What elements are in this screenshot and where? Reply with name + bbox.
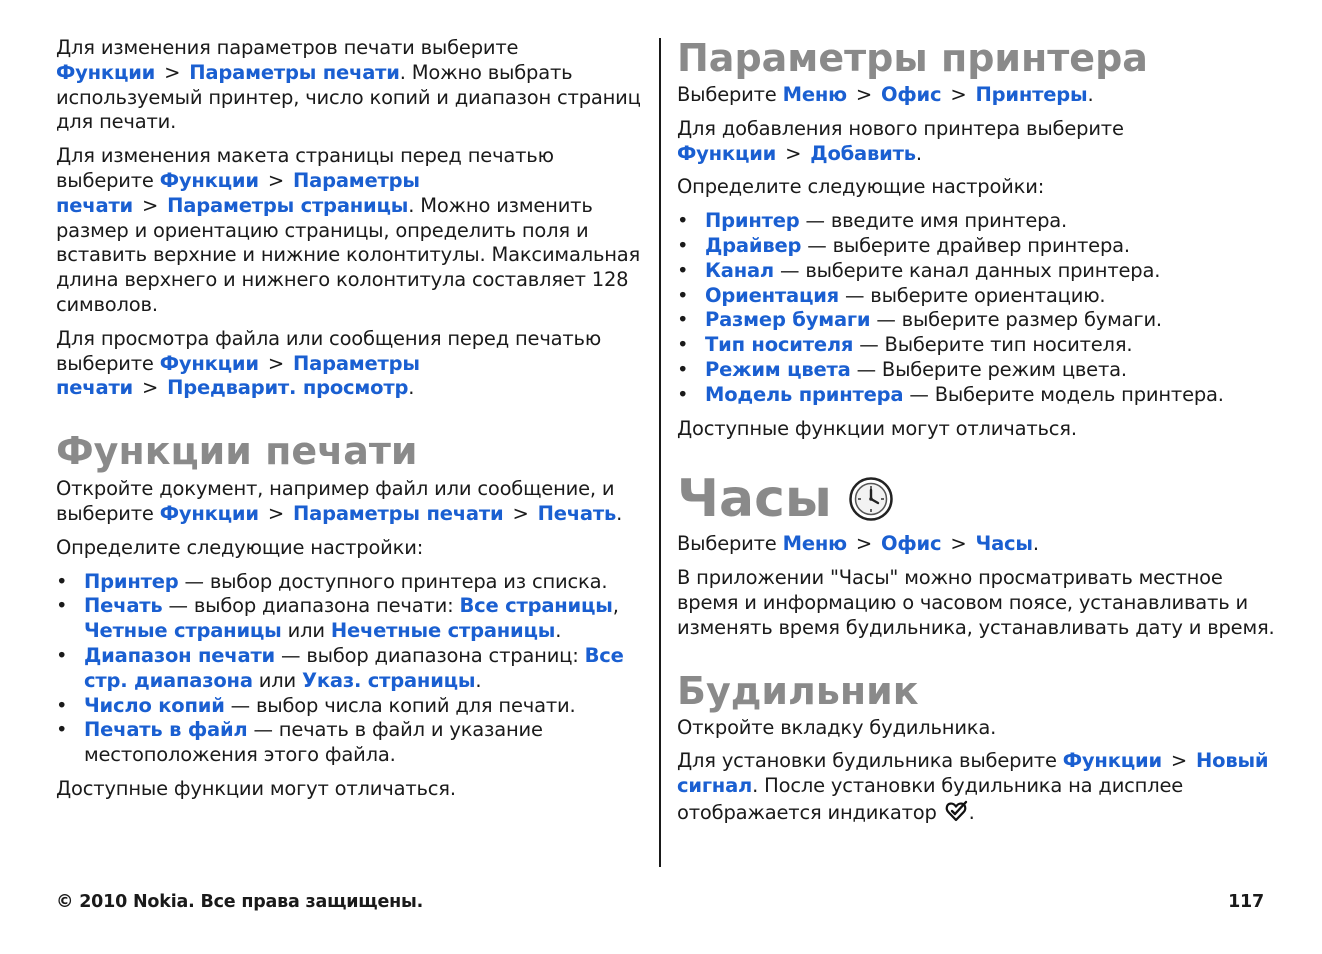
paragraph-preview: Для просмотра файла или сообщения перед печатью выберите Функции > Параметры печати > Предварит. просмотр.	[56, 326, 602, 400]
list-item: • Размер бумаги — выберите размер бумаги.	[677, 308, 1277, 333]
paragraph-clock-description: В приложении "Часы" можно просматривать местное время и информацию о часовом поясе, устанавливать и изменять время будильника, устанавливать дату и время.	[677, 566, 1275, 639]
paragraph-select-clock: Выберите Меню > Офис > Часы.	[677, 532, 1039, 556]
column-divider	[659, 38, 661, 867]
term-copies: Число копий	[84, 693, 225, 717]
printer-options-list	[677, 209, 1277, 407]
term-paper-size: Размер бумаги	[705, 308, 871, 332]
right-column	[677, 36, 1277, 835]
alarm-indicator-icon	[943, 799, 969, 825]
list-item: • Модель принтера — Выберите модель принтера.	[677, 383, 1277, 408]
menu-print-settings: Параметры печати	[189, 60, 400, 84]
menu-functions: Функции	[159, 168, 259, 192]
clock-icon	[848, 476, 894, 522]
option-odd-pages: Нечетные страницы	[330, 619, 556, 643]
paragraph-availability: Доступные функции могут отличаться.	[56, 776, 456, 800]
list-item: • Тип носителя — Выберите тип носителя.	[677, 333, 1277, 358]
paragraph-add-printer: Для добавления нового принтера выберите Функции > Добавить.	[677, 116, 1124, 165]
menu-functions: Функции	[159, 351, 259, 375]
menu-print-settings: Параметры печати	[293, 501, 504, 525]
menu-preview: Предварит. просмотр	[167, 376, 409, 400]
menu-office: Офис	[881, 532, 942, 556]
menu-add: Добавить	[810, 141, 916, 165]
term-media-type: Тип носителя	[705, 333, 854, 357]
term-print-to-file: Печать в файл	[84, 718, 248, 742]
menu-functions: Функции	[56, 60, 156, 84]
footer-copyright: © 2010 Nokia. Все права защищены.	[56, 892, 424, 912]
paragraph-availability: Доступные функции могут отличаться.	[677, 416, 1077, 440]
list-item: • Принтер — введите имя принтера.	[677, 209, 1277, 234]
menu-print: Печать	[537, 501, 617, 525]
menu-office: Офис	[881, 83, 942, 106]
term-printer-model: Модель принтера	[705, 382, 904, 406]
term-print-range: Диапазон печати	[84, 643, 276, 667]
term-channel: Канал	[705, 258, 775, 282]
term-printer: Принтер	[84, 569, 179, 593]
list-item: • Печать — выбор диапазона печати: Все страницы, Четные страницы или Нечетные страницы.	[56, 594, 646, 644]
term-orientation: Ориентация	[705, 283, 839, 307]
menu-menu: Меню	[782, 532, 847, 556]
heading-clock: Часы	[677, 469, 1277, 529]
menu-printers: Принтеры	[975, 83, 1088, 106]
term-driver: Драйвер	[705, 233, 802, 257]
option-specified-pages: Указ. страницы	[302, 668, 476, 692]
option-all-pages: Все страницы	[459, 594, 613, 618]
page-number: 117	[1228, 892, 1264, 912]
heading-printer-settings: Параметры принтера	[677, 36, 1148, 80]
menu-clock: Часы	[975, 532, 1033, 556]
list-item: • Число копий — выбор числа копий для печати.	[56, 694, 646, 719]
paragraph-select-printers: Выберите Меню > Офис > Принтеры.	[677, 83, 1094, 106]
paragraph-open-document: Откройте документ, например файл или сообщение, и выберите Функции > Параметры печати > Печать.	[56, 477, 623, 525]
left-column	[56, 36, 646, 811]
menu-new-alarm: Новый сигнал	[677, 749, 1269, 798]
paragraph-set-alarm: Для установки будильника выберите Функции > Новый сигнал. После установки будильника на дисплее отображается индикатор .	[677, 749, 1269, 824]
menu-page-settings: Параметры страницы	[167, 193, 409, 217]
menu-menu: Меню	[782, 83, 847, 106]
menu-print-settings: Параметры печати	[56, 168, 420, 217]
term-print: Печать	[84, 594, 163, 618]
list-item: • Диапазон печати — выбор диапазона страниц: Все стр. диапазона или Указ. страницы.	[56, 644, 646, 694]
heading-alarm: Будильник	[677, 668, 919, 713]
heading-print-functions: Функции печати	[56, 429, 418, 474]
paragraph-define-settings: Определите следующие настройки:	[677, 175, 1045, 199]
menu-functions: Функции	[677, 141, 777, 165]
menu-functions: Функции	[1062, 749, 1162, 773]
menu-functions: Функции	[159, 501, 259, 525]
paragraph-open-alarm-tab: Откройте вкладку будильника.	[677, 715, 997, 739]
list-item: • Драйвер — выберите драйвер принтера.	[677, 234, 1277, 259]
list-item: • Режим цвета — Выберите режим цвета.	[677, 358, 1277, 383]
list-item: • Канал — выберите канал данных принтера.	[677, 259, 1277, 284]
term-printer: Принтер	[705, 209, 800, 233]
paragraph-print-settings: Для изменения параметров печати выберите Функции > Параметры печати. Можно выбрать используемый принтер, число копий и диапазон страниц для печати.	[56, 36, 641, 134]
option-even-pages: Четные страницы	[84, 619, 282, 643]
paragraph-page-layout: Для изменения макета страницы перед печатью выберите Функции > Параметры печати > Параметры страницы. Можно изменить размер и ориентацию страницы, определить поля и вставить верхние и нижние колонтитулы. Максимальная длина верхнего и нижнего колонтитула составляет 128 символов.	[56, 144, 641, 316]
menu-print-settings: Параметры печати	[56, 351, 420, 400]
list-item: • Ориентация — выберите ориентацию.	[677, 284, 1277, 309]
paragraph-define-settings: Определите следующие настройки:	[56, 535, 424, 559]
list-item: • Печать в файл — печать в файл и указание местоположения этого файла.	[56, 718, 646, 768]
list-item: • Принтер — выбор доступного принтера из списка.	[56, 570, 646, 595]
term-color-mode: Режим цвета	[705, 357, 851, 381]
option-all-range: Все стр. диапазона	[84, 643, 624, 692]
print-options-list	[56, 570, 646, 768]
